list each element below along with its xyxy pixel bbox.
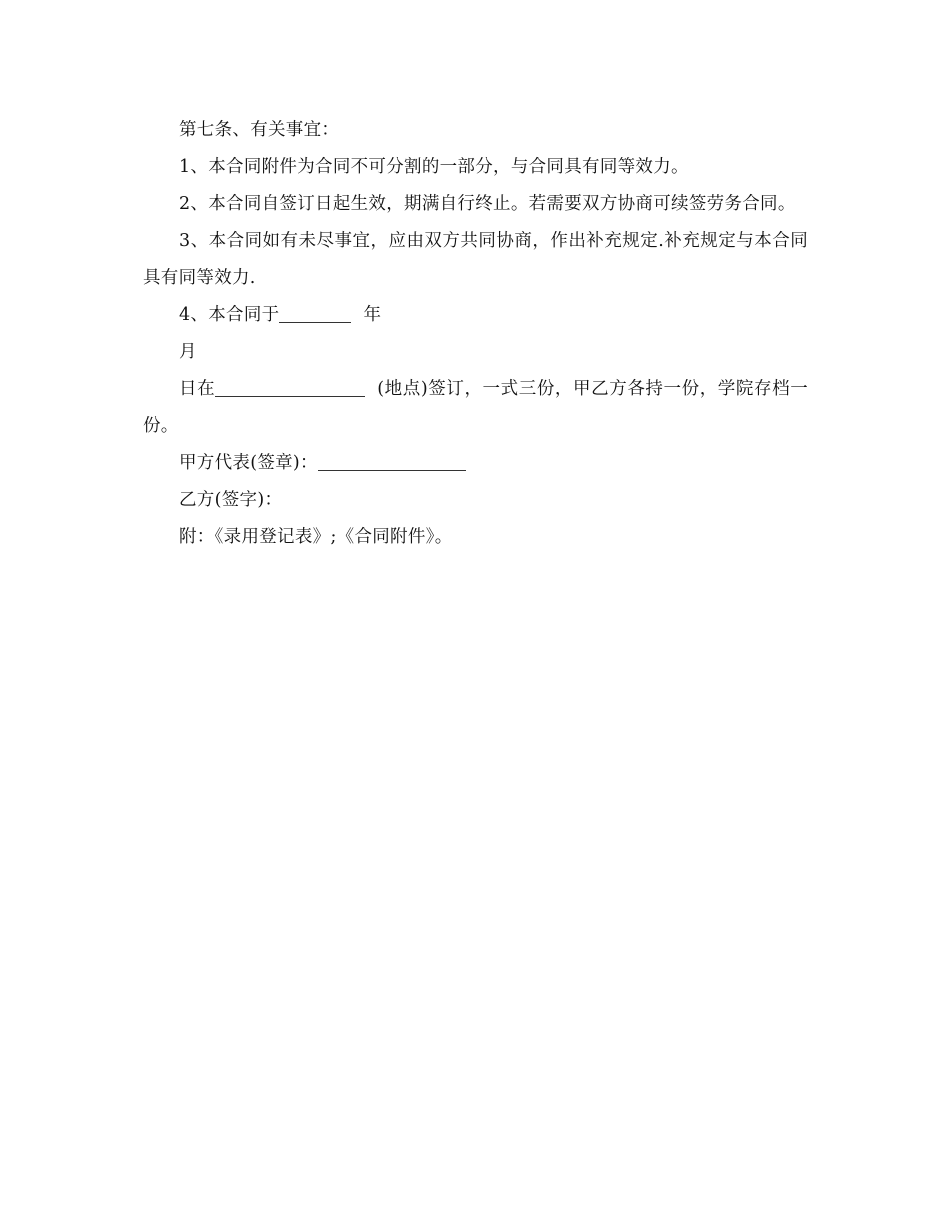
- clause-4-month-line: [143, 334, 808, 371]
- year-label: 年: [363, 305, 382, 325]
- clause-4-date-line: [143, 297, 808, 334]
- clause-3: 3、本合同如有未尽事宜，应由双方共同协商，作出补充规定.补充规定与本合同具有同等效力.: [143, 231, 808, 288]
- document-body: [143, 112, 808, 556]
- clause-2: 2、本合同自签订日起生效，期满自行终止。若需要双方协商可续签劳务合同。: [179, 194, 796, 214]
- article-heading: 第七条、有关事宜：: [179, 120, 340, 140]
- party-a-label: 甲方代表(签章)：: [179, 453, 318, 473]
- clause-1: 1、本合同附件为合同不可分割的一部分，与合同具有同等效力。: [179, 157, 689, 177]
- party-b-label: 乙方(签字)：: [179, 490, 283, 510]
- day-prefix: 日在: [179, 379, 216, 399]
- month-label: 月: [179, 342, 197, 362]
- party-a-signature-line: [143, 445, 808, 482]
- clause-4-place-line: [143, 371, 808, 445]
- party-b-signature-line: [143, 482, 808, 519]
- party-a-signature-blank: [318, 450, 466, 471]
- attachments-line: 附：《录用登记表》;《合同附件》。: [179, 527, 453, 547]
- place-blank: [215, 376, 365, 397]
- clause-4-prefix: 4、本合同于: [179, 305, 280, 325]
- place-suffix: (地点)签订，一式三份，甲乙方各持一份，学院存档一份。: [143, 379, 808, 436]
- year-blank: [279, 302, 351, 323]
